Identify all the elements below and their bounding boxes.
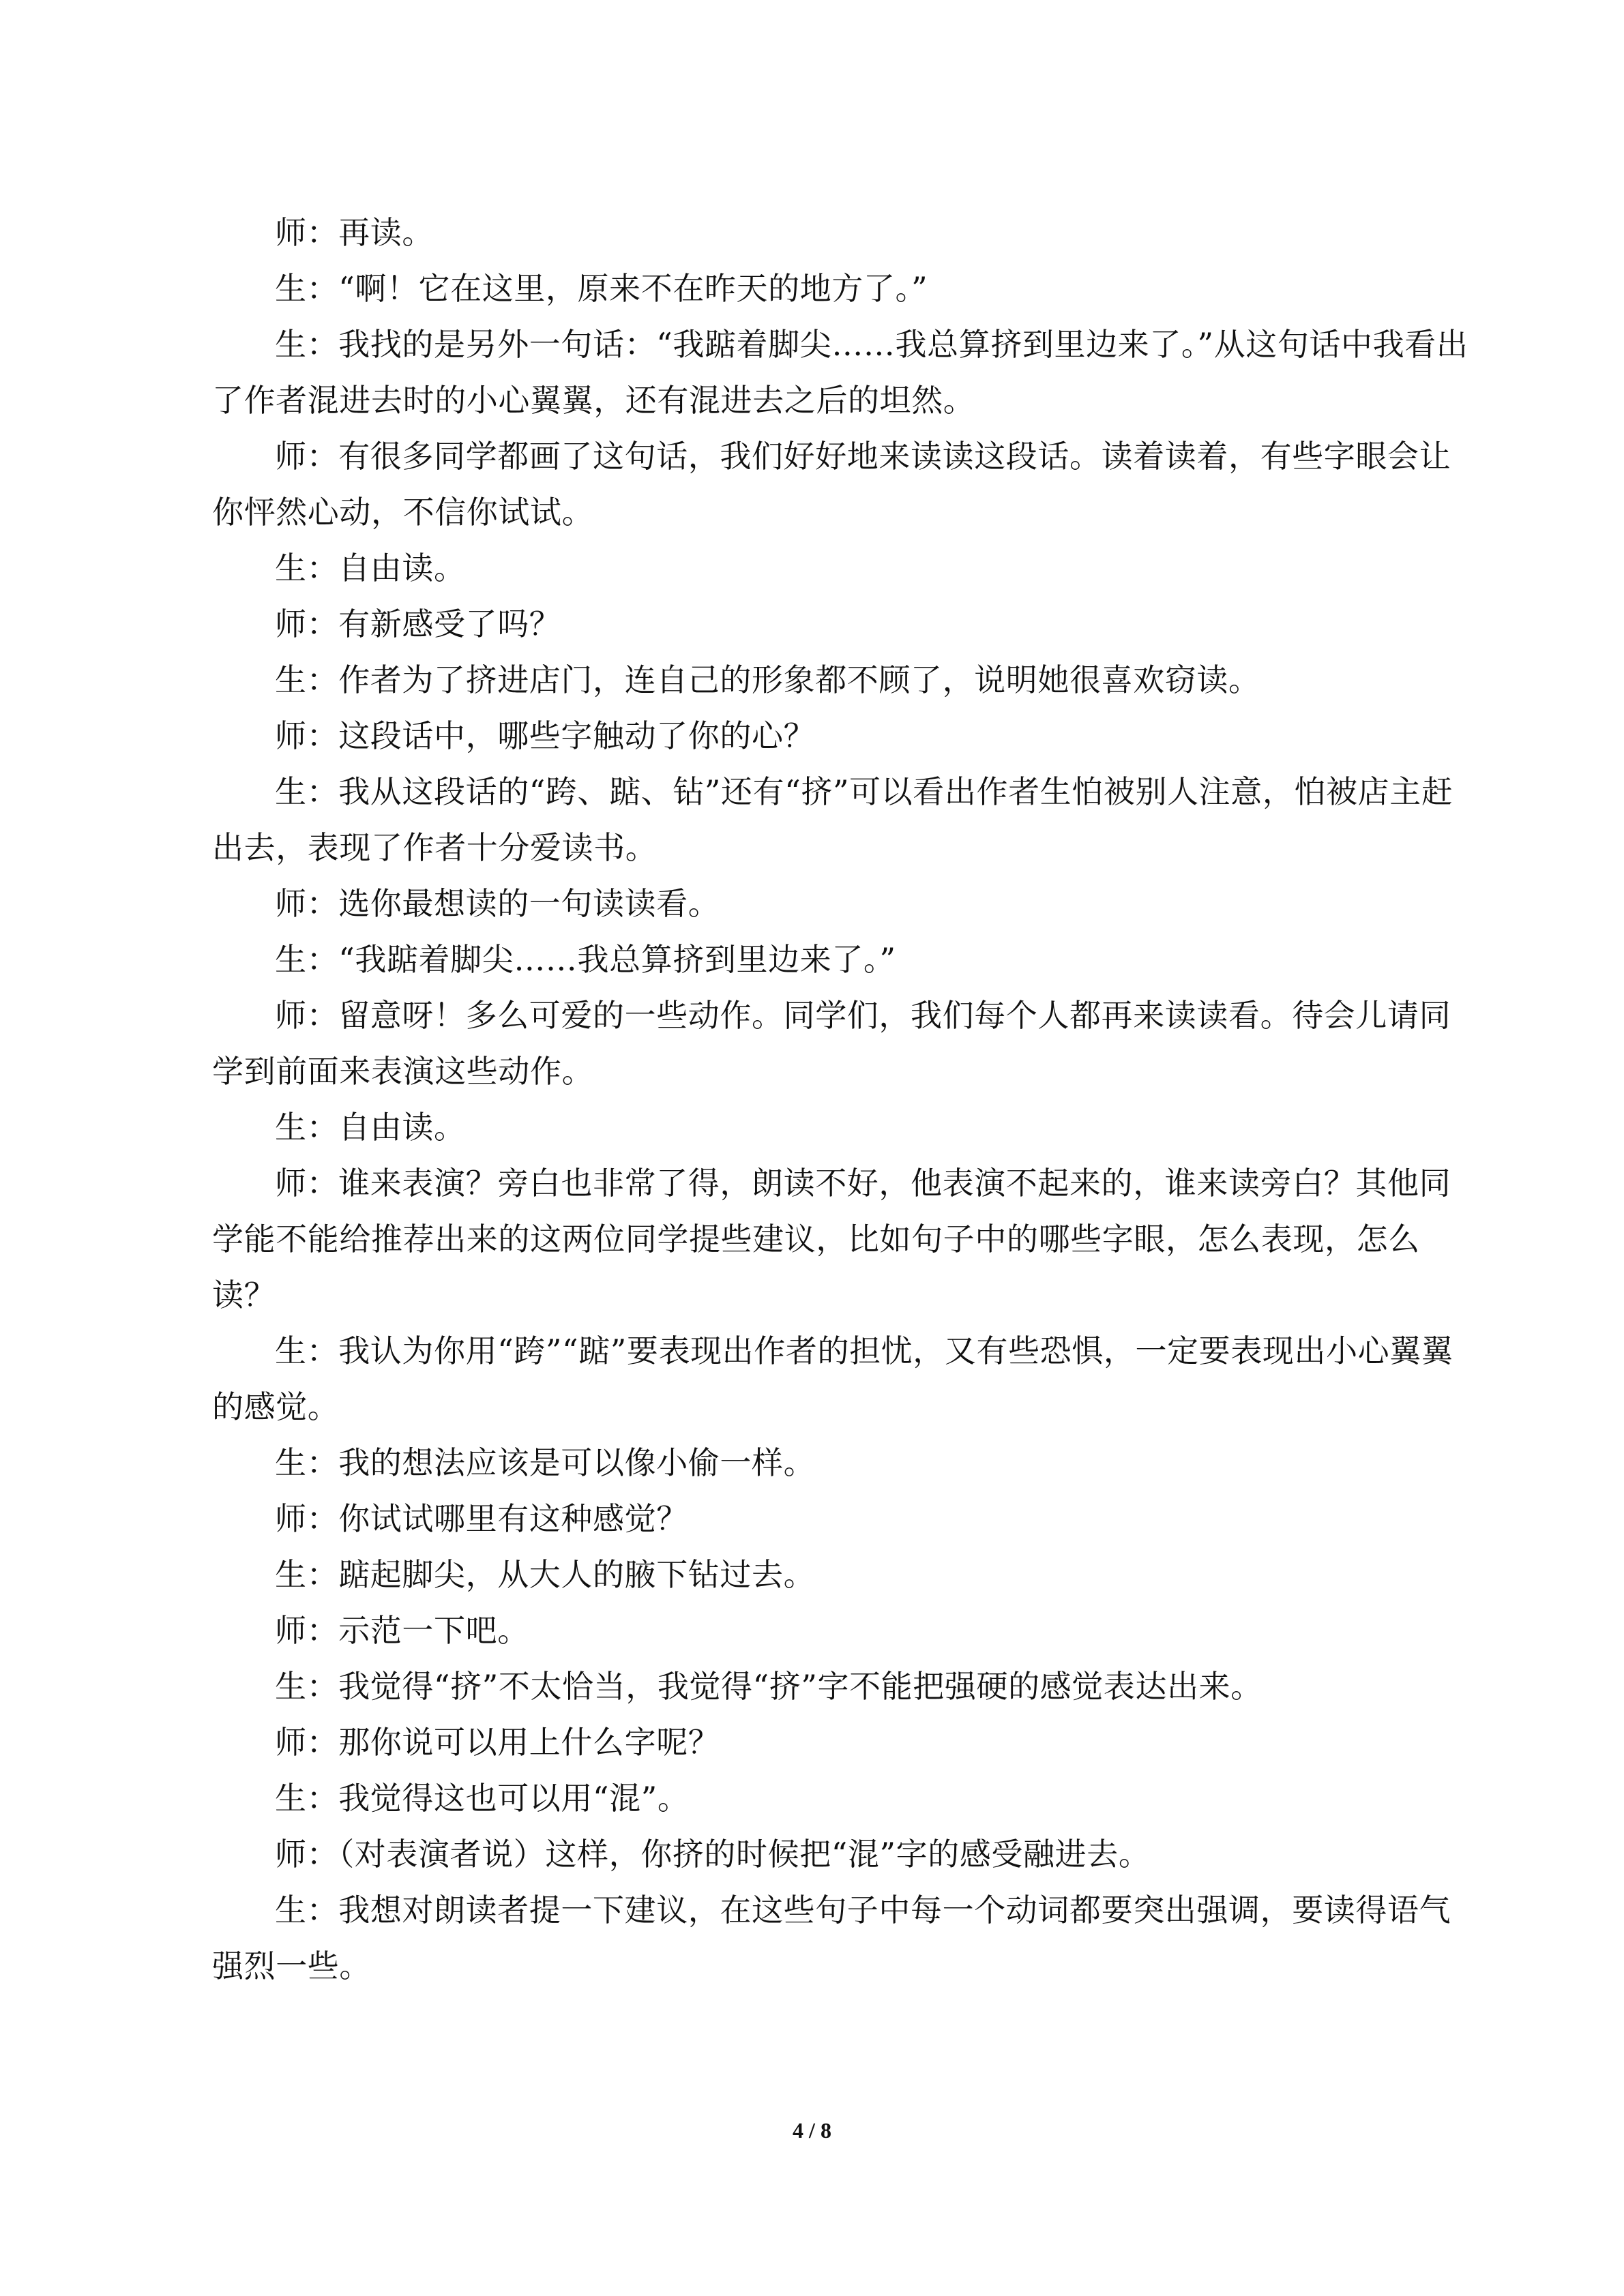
dialogue-paragraph: 师：这段话中，哪些字触动了你的心？ (275, 717, 816, 754)
dialogue-paragraph: 师：再读。 (275, 214, 434, 251)
dialogue-paragraph: 师：谁来表演？旁白也非常了得，朗读不好，他表演不起来的，谁来读旁白？其他同学能不能给推荐出来的这两位同学提些建议，比如句子中的哪些字眼，怎么表现，怎么读？ (212, 1165, 1451, 1313)
dialogue-paragraph: 生：我认为你用“跨”“踮”要表现出作者的担忧，又有些恐惧，一定要表现出小心翼翼的感觉。 (212, 1332, 1453, 1425)
dialogue-paragraph: 生：踮起脚尖，从大人的腋下钻过去。 (275, 1556, 816, 1593)
dialogue-paragraph: 生：我想对朗读者提一下建议，在这些句子中每一个动词都要突出强调，要读得语气强烈一些。 (212, 1892, 1451, 1984)
dialogue-paragraph: 生：我的想法应该是可以像小偷一样。 (275, 1444, 816, 1481)
dialogue-paragraph: 师：有新感受了吗？ (275, 606, 561, 642)
dialogue-paragraph: 生：自由读。 (275, 550, 466, 586)
dialogue-paragraph: 生：我从这段话的“跨、踮、钻”还有“挤”可以看出作者生怕被别人注意，怕被店主赶出去，表现了作者十分爱读书。 (212, 773, 1453, 866)
dialogue-paragraph: 师：示范一下吧。 (275, 1612, 529, 1649)
dialogue-paragraph: 生：作者为了挤进店门，连自己的形象都不顾了，说明她很喜欢窃读。 (275, 661, 1260, 698)
page-number: 4 / 8 (793, 2118, 831, 2143)
document-body (212, 205, 1474, 1994)
dialogue-paragraph: 师：有很多同学都画了这句话，我们好好地来读读这段话。读着读着，有些字眼会让你怦然心动，不信你试试。 (212, 438, 1451, 531)
dialogue-paragraph: 生：自由读。 (275, 1109, 466, 1146)
dialogue-paragraph: 生：“啊！它在这里，原来不在昨天的地方了。” (275, 270, 928, 307)
dialogue-paragraph: 师：（对表演者说）这样，你挤的时候把“混”字的感受融进去。 (275, 1836, 1151, 1873)
dialogue-paragraph: 生：我找的是另外一句话：“我踮着脚尖……我总算挤到里边来了。”从这句话中我看出了作者混进去时的小心翼翼，还有混进去之后的坦然。 (212, 326, 1468, 419)
dialogue-paragraph: 生：“我踮着脚尖……我总算挤到里边来了。” (275, 941, 896, 978)
dialogue-paragraph: 师：那你说可以用上什么字呢？ (275, 1724, 720, 1761)
dialogue-paragraph: 师：留意呀！多么可爱的一些动作。同学们，我们每个人都再来读读看。待会儿请同学到前面来表演这些动作。 (212, 997, 1451, 1090)
dialogue-paragraph: 生：我觉得“挤”不太恰当，我觉得“挤”字不能把强硬的感觉表达出来。 (275, 1668, 1263, 1705)
dialogue-paragraph: 师：你试试哪里有这种感觉？ (275, 1500, 688, 1537)
dialogue-paragraph: 师：选你最想读的一句读读看。 (275, 885, 720, 922)
dialogue-paragraph: 生：我觉得这也可以用“混”。 (275, 1780, 690, 1817)
